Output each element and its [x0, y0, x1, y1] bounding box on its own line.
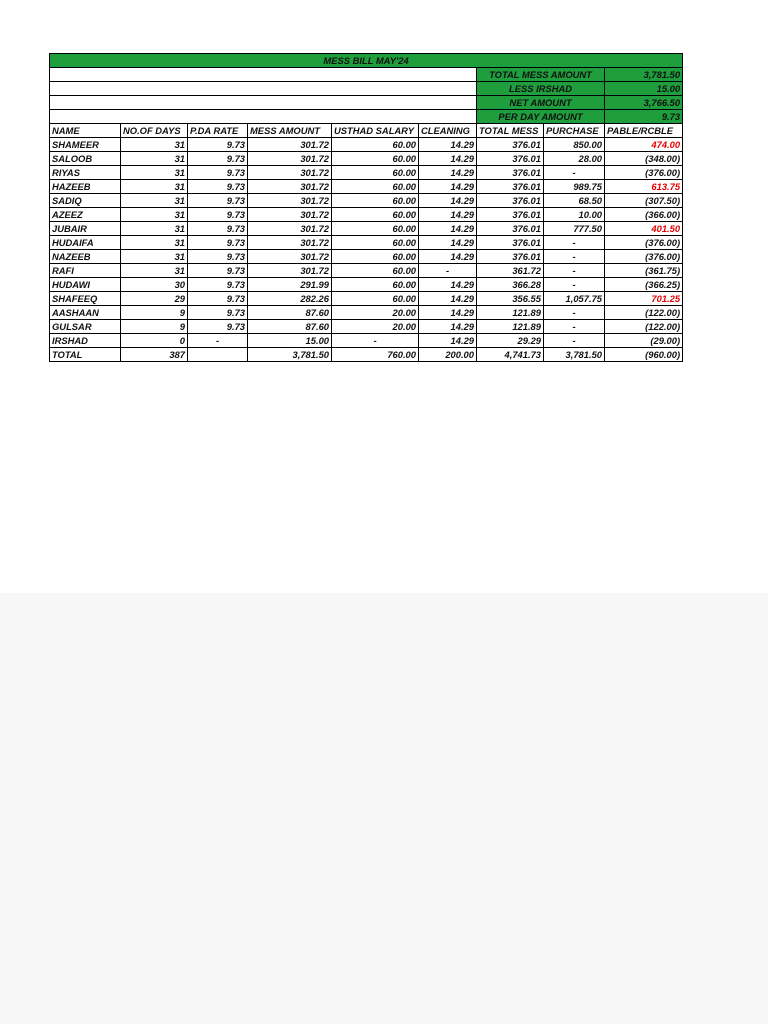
cell-total[interactable]: 376.01 — [477, 180, 544, 194]
summary-blank-cell — [50, 82, 477, 96]
cell-cleaning[interactable]: 14.29 — [419, 334, 477, 348]
table-row — [50, 236, 683, 250]
cell-rate[interactable]: 9.73 — [188, 292, 248, 306]
cell-mess[interactable]: 301.72 — [248, 222, 332, 236]
cell-salary[interactable]: 60.00 — [332, 250, 419, 264]
cell-cleaning[interactable]: 14.29 — [419, 292, 477, 306]
summary-label[interactable]: TOTAL MESS AMOUNT — [477, 68, 605, 82]
table-row — [50, 334, 683, 348]
cell-name[interactable]: AASHAAN — [50, 306, 121, 320]
summary-value[interactable]: 15.00 — [605, 82, 683, 96]
cell-total[interactable]: 376.01 — [477, 236, 544, 250]
cell-rate[interactable]: 9.73 — [188, 236, 248, 250]
cell-cleaning[interactable]: 14.29 — [419, 208, 477, 222]
total-name[interactable]: TOTAL — [50, 348, 121, 362]
cell-mess[interactable]: 301.72 — [248, 208, 332, 222]
cell-rate[interactable]: 9.73 — [188, 180, 248, 194]
summary-row — [50, 68, 683, 82]
total-days[interactable]: 387 — [121, 348, 188, 362]
table-row — [50, 250, 683, 264]
cell-pable[interactable]: (366.00) — [605, 208, 683, 222]
cell-mess[interactable]: 301.72 — [248, 166, 332, 180]
cell-purchase[interactable]: - — [544, 278, 605, 292]
cell-pable[interactable]: (376.00) — [605, 166, 683, 180]
cell-mess[interactable]: 301.72 — [248, 152, 332, 166]
cell-mess[interactable]: 15.00 — [248, 334, 332, 348]
column-header[interactable]: CLEANING — [419, 124, 477, 138]
cell-total[interactable]: 376.01 — [477, 194, 544, 208]
summary-value[interactable]: 3,781.50 — [605, 68, 683, 82]
summary-label[interactable]: PER DAY AMOUNT — [477, 110, 605, 124]
cell-rate[interactable]: 9.73 — [188, 222, 248, 236]
cell-total[interactable]: 361.72 — [477, 264, 544, 278]
total-rate[interactable] — [188, 348, 248, 362]
table-row — [50, 292, 683, 306]
cell-mess[interactable]: 301.72 — [248, 264, 332, 278]
cell-rate[interactable]: 9.73 — [188, 306, 248, 320]
summary-row — [50, 82, 683, 96]
cell-pable[interactable]: (348.00) — [605, 152, 683, 166]
cell-total[interactable]: 356.55 — [477, 292, 544, 306]
cell-mess[interactable]: 87.60 — [248, 320, 332, 334]
cell-pable[interactable]: (376.00) — [605, 250, 683, 264]
cell-pable[interactable]: 401.50 — [605, 222, 683, 236]
summary-blank-cell — [50, 110, 477, 124]
column-header[interactable]: MESS AMOUNT — [248, 124, 332, 138]
total-total[interactable]: 4,741.73 — [477, 348, 544, 362]
cell-days[interactable]: 31 — [121, 138, 188, 152]
cell-salary[interactable]: 60.00 — [332, 152, 419, 166]
cell-purchase[interactable]: - — [544, 166, 605, 180]
cell-days[interactable]: 9 — [121, 320, 188, 334]
summary-label[interactable]: LESS IRSHAD — [477, 82, 605, 96]
mess-bill-table — [49, 53, 683, 362]
cell-mess[interactable]: 301.72 — [248, 194, 332, 208]
cell-days[interactable]: 9 — [121, 306, 188, 320]
cell-pable[interactable]: 613.75 — [605, 180, 683, 194]
cell-days[interactable]: 31 — [121, 166, 188, 180]
cell-purchase[interactable]: - — [544, 320, 605, 334]
total-purchase[interactable]: 3,781.50 — [544, 348, 605, 362]
cell-days[interactable]: 30 — [121, 278, 188, 292]
cell-salary[interactable]: 60.00 — [332, 236, 419, 250]
cell-total[interactable]: 376.01 — [477, 138, 544, 152]
cell-days[interactable]: 31 — [121, 236, 188, 250]
cell-salary[interactable]: 60.00 — [332, 208, 419, 222]
cell-total[interactable]: 121.89 — [477, 320, 544, 334]
cell-pable[interactable]: (307.50) — [605, 194, 683, 208]
cell-salary[interactable]: 20.00 — [332, 306, 419, 320]
cell-rate[interactable]: 9.73 — [188, 320, 248, 334]
table-row — [50, 180, 683, 194]
cell-days[interactable]: 29 — [121, 292, 188, 306]
summary-row — [50, 96, 683, 110]
cell-salary[interactable]: 60.00 — [332, 138, 419, 152]
cell-rate[interactable]: 9.73 — [188, 152, 248, 166]
cell-total[interactable]: 121.89 — [477, 306, 544, 320]
cell-name[interactable]: SADIQ — [50, 194, 121, 208]
table-row — [50, 222, 683, 236]
cell-total[interactable]: 376.01 — [477, 222, 544, 236]
cell-cleaning[interactable]: 14.29 — [419, 306, 477, 320]
cell-salary[interactable]: 60.00 — [332, 264, 419, 278]
totals-row — [50, 348, 683, 362]
summary-row — [50, 110, 683, 124]
cell-pable[interactable]: (366.25) — [605, 278, 683, 292]
cell-cleaning[interactable]: - — [419, 264, 477, 278]
cell-purchase[interactable]: 28.00 — [544, 152, 605, 166]
cell-pable[interactable]: (122.00) — [605, 306, 683, 320]
cell-mess[interactable]: 301.72 — [248, 250, 332, 264]
cell-cleaning[interactable]: 14.29 — [419, 320, 477, 334]
cell-cleaning[interactable]: 14.29 — [419, 278, 477, 292]
cell-total[interactable]: 376.01 — [477, 208, 544, 222]
cell-days[interactable]: 31 — [121, 208, 188, 222]
cell-name[interactable]: JUBAIR — [50, 222, 121, 236]
cell-mess[interactable]: 301.72 — [248, 236, 332, 250]
summary-label[interactable]: NET AMOUNT — [477, 96, 605, 110]
cell-mess[interactable]: 291.99 — [248, 278, 332, 292]
cell-purchase[interactable]: 1,057.75 — [544, 292, 605, 306]
cell-cleaning[interactable]: 14.29 — [419, 152, 477, 166]
cell-purchase[interactable]: - — [544, 306, 605, 320]
cell-rate[interactable]: 9.73 — [188, 250, 248, 264]
cell-rate[interactable]: 9.73 — [188, 166, 248, 180]
cell-cleaning[interactable]: 14.29 — [419, 180, 477, 194]
cell-days[interactable]: 31 — [121, 250, 188, 264]
cell-salary[interactable]: 60.00 — [332, 292, 419, 306]
cell-name[interactable]: NAZEEB — [50, 250, 121, 264]
cell-total[interactable]: 376.01 — [477, 152, 544, 166]
cell-salary[interactable]: 60.00 — [332, 194, 419, 208]
cell-cleaning[interactable]: 14.29 — [419, 194, 477, 208]
cell-mess[interactable]: 301.72 — [248, 180, 332, 194]
cell-pable[interactable]: (361.75) — [605, 264, 683, 278]
cell-purchase[interactable]: - — [544, 264, 605, 278]
cell-name[interactable]: AZEEZ — [50, 208, 121, 222]
table-row — [50, 208, 683, 222]
table-row — [50, 278, 683, 292]
cell-purchase[interactable]: 10.00 — [544, 208, 605, 222]
cell-days[interactable]: 31 — [121, 264, 188, 278]
summary-blank-cell — [50, 96, 477, 110]
column-header[interactable]: USTHAD SALARY — [332, 124, 419, 138]
cell-total[interactable]: 376.01 — [477, 166, 544, 180]
column-header[interactable]: TOTAL MESS — [477, 124, 544, 138]
cell-cleaning[interactable]: 14.29 — [419, 138, 477, 152]
cell-salary[interactable]: 20.00 — [332, 320, 419, 334]
cell-name[interactable]: GULSAR — [50, 320, 121, 334]
cell-name[interactable]: IRSHAD — [50, 334, 121, 348]
cell-rate[interactable]: - — [188, 334, 248, 348]
table-row — [50, 264, 683, 278]
cell-rate[interactable]: 9.73 — [188, 194, 248, 208]
cell-days[interactable]: 31 — [121, 194, 188, 208]
cell-cleaning[interactable]: 14.29 — [419, 250, 477, 264]
cell-salary[interactable]: - — [332, 334, 419, 348]
cell-name[interactable]: HUDAIFA — [50, 236, 121, 250]
cell-total[interactable]: 376.01 — [477, 250, 544, 264]
column-header[interactable]: PABLE/RCBLE — [605, 124, 683, 138]
summary-value[interactable]: 3,766.50 — [605, 96, 683, 110]
cell-name[interactable]: RIYAS — [50, 166, 121, 180]
column-header-row — [50, 124, 683, 138]
cell-purchase[interactable]: - — [544, 250, 605, 264]
cell-mess[interactable]: 282.26 — [248, 292, 332, 306]
cell-days[interactable]: 31 — [121, 152, 188, 166]
cell-purchase[interactable]: 777.50 — [544, 222, 605, 236]
table-row — [50, 306, 683, 320]
table-row — [50, 194, 683, 208]
cell-purchase[interactable]: 850.00 — [544, 138, 605, 152]
cell-pable[interactable]: (376.00) — [605, 236, 683, 250]
total-mess[interactable]: 3,781.50 — [248, 348, 332, 362]
cell-cleaning[interactable]: 14.29 — [419, 236, 477, 250]
cell-rate[interactable]: 9.73 — [188, 138, 248, 152]
cell-pable[interactable]: (29.00) — [605, 334, 683, 348]
cell-name[interactable]: SALOOB — [50, 152, 121, 166]
cell-purchase[interactable]: 989.75 — [544, 180, 605, 194]
cell-cleaning[interactable]: 14.29 — [419, 166, 477, 180]
total-pable[interactable]: (960.00) — [605, 348, 683, 362]
column-header[interactable]: P.DA RATE — [188, 124, 248, 138]
cell-rate[interactable]: 9.73 — [188, 264, 248, 278]
cell-pable[interactable]: 701.25 — [605, 292, 683, 306]
cell-total[interactable]: 366.28 — [477, 278, 544, 292]
cell-rate[interactable]: 9.73 — [188, 208, 248, 222]
cell-pable[interactable]: (122.00) — [605, 320, 683, 334]
cell-salary[interactable]: 60.00 — [332, 166, 419, 180]
cell-salary[interactable]: 60.00 — [332, 278, 419, 292]
column-header[interactable]: NO.OF DAYS — [121, 124, 188, 138]
table-row — [50, 320, 683, 334]
total-salary[interactable]: 760.00 — [332, 348, 419, 362]
cell-salary[interactable]: 60.00 — [332, 180, 419, 194]
cell-purchase[interactable]: 68.50 — [544, 194, 605, 208]
summary-value[interactable]: 9.73 — [605, 110, 683, 124]
cell-name[interactable]: SHAFEEQ — [50, 292, 121, 306]
cell-days[interactable]: 0 — [121, 334, 188, 348]
cell-name[interactable]: SHAMEER — [50, 138, 121, 152]
cell-total[interactable]: 29.29 — [477, 334, 544, 348]
table-row — [50, 166, 683, 180]
table-row — [50, 138, 683, 152]
cell-cleaning[interactable]: 14.29 — [419, 222, 477, 236]
cell-name[interactable]: HUDAWI — [50, 278, 121, 292]
total-cleaning[interactable]: 200.00 — [419, 348, 477, 362]
summary-blank-cell — [50, 68, 477, 82]
cell-purchase[interactable]: - — [544, 334, 605, 348]
cell-pable[interactable]: 474.00 — [605, 138, 683, 152]
sheet-title[interactable]: MESS BILL MAY'24 — [50, 54, 683, 68]
cell-mess[interactable]: 301.72 — [248, 138, 332, 152]
column-header[interactable]: NAME — [50, 124, 121, 138]
cell-name[interactable]: HAZEEB — [50, 180, 121, 194]
cell-days[interactable]: 31 — [121, 222, 188, 236]
cell-name[interactable]: RAFI — [50, 264, 121, 278]
cell-mess[interactable]: 87.60 — [248, 306, 332, 320]
column-header[interactable]: PURCHASE — [544, 124, 605, 138]
table-row — [50, 152, 683, 166]
cell-salary[interactable]: 60.00 — [332, 222, 419, 236]
cell-rate[interactable]: 9.73 — [188, 278, 248, 292]
cell-purchase[interactable]: - — [544, 236, 605, 250]
cell-days[interactable]: 31 — [121, 180, 188, 194]
